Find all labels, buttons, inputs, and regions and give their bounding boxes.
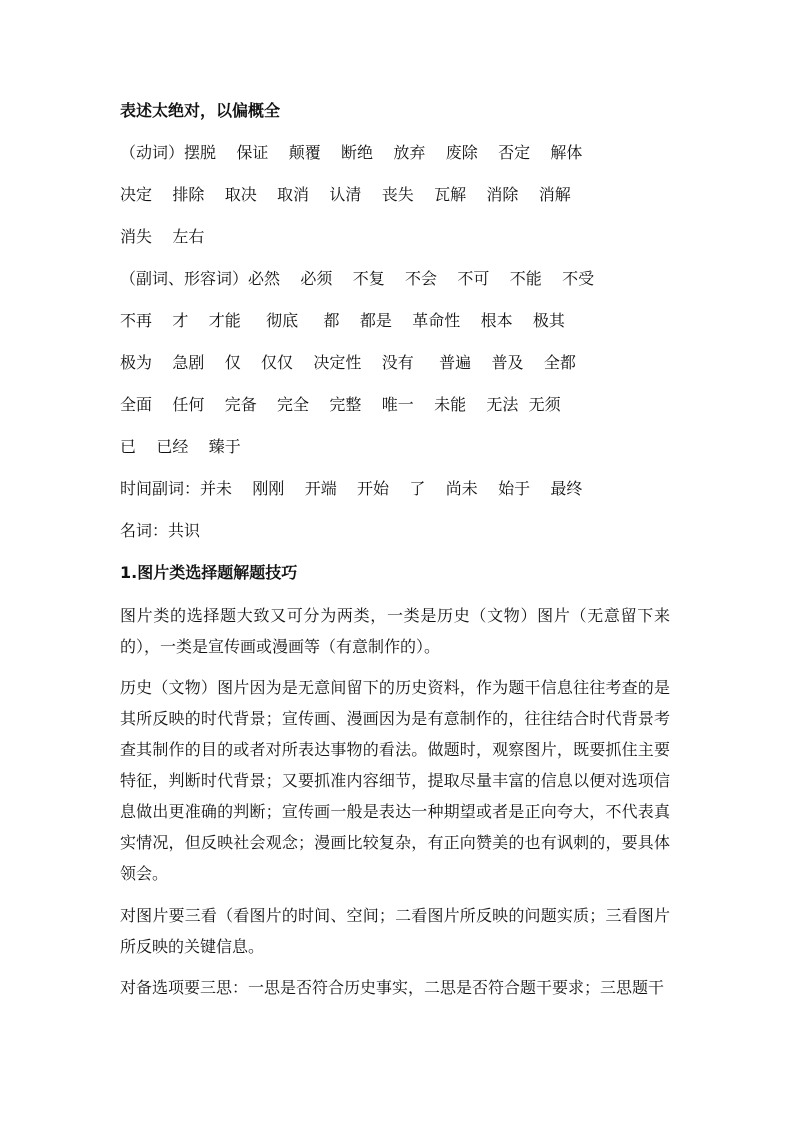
word-line: 极为 急剧 仅 仅仅 决定性 没有 普遍 普及 全都 — [120, 353, 576, 372]
paragraph: 对备选项要三思：一思是否符合历史事实，二思是否符合题干要求；三思题干 — [120, 978, 665, 997]
paragraph: 对图片要三看（看图片的时间、空间；二看图片所反映的问题实质；三看图片所反映的关键信息。 — [120, 906, 670, 956]
section-heading: 1.图片类选择题解题技巧 — [120, 563, 298, 582]
word-line: 名词：共识 — [120, 521, 201, 540]
word-line: （动词）摆脱 保证 颠覆 断绝 放弃 废除 否定 解体 — [120, 143, 583, 162]
word-line: 不再 才 才能 彻底 都 都是 革命性 根本 极其 — [120, 311, 565, 330]
word-line: 已 已经 臻于 — [120, 437, 241, 456]
word-line: 决定 排除 取决 取消 认清 丧失 瓦解 消除 消解 — [120, 185, 571, 204]
paragraph: 历史（文物）图片因为是无意间留下的历史资料，作为题干信息往往考查的是其所反映的时代背景；宣传画、漫画因为是有意制作的，往往结合时代背景考查其制作的目的或者对所表达事物的看法。做题时，观察图片，既要抓住主要特征，判断时代背景；又要抓准内容细节，提取尽量丰富的信息以便对选项信息做出更准确的判断；宣传画一般是表达一种期望或者是正向夸大，不代表真实情况，但反映社会观念；漫画比较复杂，有正向赞美的也有讽刺的，要具体领会。 — [120, 678, 670, 883]
word-line: 消失 左右 — [120, 227, 205, 246]
word-line: 全面 任何 完备 完全 完整 唯一 未能 无法 无须 — [120, 395, 561, 414]
word-line: 时间副词：并未 刚刚 开端 开始 了 尚未 始于 最终 — [120, 479, 583, 498]
word-line: （副词、形容词）必然 必须 不复 不会 不可 不能 不受 — [120, 269, 595, 288]
paragraph: 图片类的选择题大致又可分为两类，一类是历史（文物）图片（无意留下来的），一类是宣传画或漫画等（有意制作的）。 — [120, 606, 670, 656]
section-heading: 表述太绝对，以偏概全 — [120, 101, 281, 120]
